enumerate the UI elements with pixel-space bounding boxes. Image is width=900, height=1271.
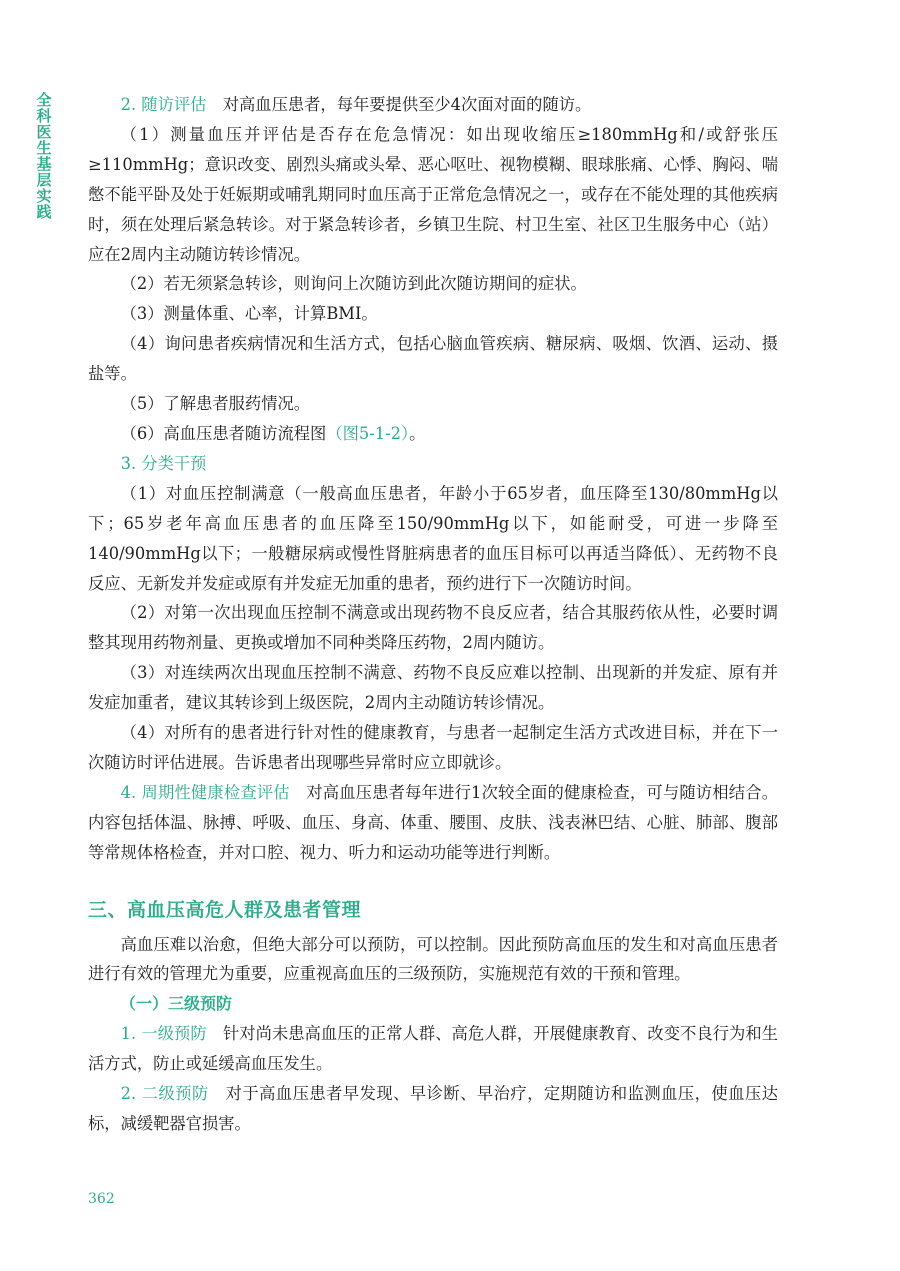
section-three-intro: 高血压难以治愈，但绝大部分可以预防，可以控制。因此预防高血压的发生和对高血压患者进行有效的管理尤为重要，应重视高血压的三级预防，实施规范有效的干预和管理。 — [88, 934, 778, 984]
intervention-item-3: （3）对连续两次出现血压控制不满意、药物不良反应难以控制、出现新的并发症、原有并发症加重者，建议其转诊到上级医院，2周内主动随访转诊情况。 — [88, 663, 778, 713]
followup-item-6-text: （6）高血压患者随访流程图 — [120, 423, 327, 443]
followup-eval-heading: 2. 随访评估 — [120, 95, 207, 114]
primary-prevention-heading: 1. 一级预防 — [120, 1024, 207, 1044]
followup-eval-paragraph — [88, 90, 778, 120]
secondary-prevention-paragraph — [88, 1079, 778, 1139]
periodic-checkup-paragraph — [88, 778, 778, 868]
primary-prevention-text: 针对尚未患高血压的正常人群、高危人群，开展健康教育、改变不良行为和生活方式，防止或延缓高血压发生。 — [88, 1024, 778, 1074]
followup-eval-text: 对高血压患者，每年要提供至少4次面对面的随访。 — [222, 95, 592, 114]
chapter-side-tab: 全科医生基层实践 — [36, 91, 52, 221]
followup-item-2: （2）若无须紧急转诊，则询问上次随访到此次随访期间的症状。 — [120, 274, 587, 294]
periodic-checkup-text: 对高血压患者每年进行1次较全面的健康检查，可与随访相结合。内容包括体温、脉搏、呼吸、血压、身高、体重、腰围、皮肤、浅表淋巴结、心脏、肺部、腹部等常规体格检查，并对口腔、视力、听力和运动功能等进行判断。 — [88, 782, 778, 862]
intervention-item-1: （1）对血压控制满意（一般高血压患者，年龄小于65岁者，血压降至130/80mmHg以下；65岁老年高血压患者的血压降至150/90mmHg以下，如能耐受，可进一步降至140/90mmHg以下；一般糖尿病或慢性肾脏病患者的血压目标可以再适当降低）、无药物不良反应、无新发并发症或原有并发症无加重的患者，预约进行下一次随访时间。 — [88, 483, 778, 593]
intervention-item-4: （4）对所有的患者进行针对性的健康教育，与患者一起制定生活方式改进目标，并在下一次随访时评估进展。告诉患者出现哪些异常时应立即就诊。 — [88, 723, 778, 772]
page-content — [88, 90, 778, 1139]
followup-item-6 — [88, 419, 778, 449]
three-level-prevention-heading: （一）三级预防 — [120, 994, 233, 1014]
followup-item-1: （1）测量血压并评估是否存在危急情况：如出现收缩压≥180mmHg和/或舒张压≥110mmHg；意识改变、剧烈头痛或头晕、恶心呕吐、视物模糊、眼球胀痛、心悸、胸闷、喘憋不能平卧及处于妊娠期或哺乳期同时血压高于正常危急情况之一，或存在不能处理的其他疾病时，须在处理后紧急转诊。对于紧急转诊者，乡镇卫生院、村卫生室、社区卫生服务中心（站）应在2周内主动随访转诊情况。 — [88, 124, 778, 264]
primary-prevention-paragraph — [88, 1019, 778, 1079]
page-number: 362 — [88, 1191, 115, 1207]
followup-item-5: （5）了解患者服药情况。 — [120, 394, 311, 414]
figure-reference-link[interactable]: （图5-1-2） — [326, 423, 410, 443]
followup-item-4: （4）询问患者疾病情况和生活方式，包括心脑血管疾病、糖尿病、吸烟、饮酒、运动、摄盐等。 — [88, 334, 778, 384]
followup-item-6-end: 。 — [409, 423, 426, 443]
classified-intervention-heading: 3. 分类干预 — [120, 453, 207, 473]
followup-item-3: （3）测量体重、心率，计算BMI。 — [120, 304, 378, 324]
section-three-title: 三、高血压高危人群及患者管理 — [88, 898, 362, 921]
periodic-checkup-heading: 4. 周期性健康检查评估 — [120, 782, 290, 802]
secondary-prevention-heading: 2. 二级预防 — [120, 1084, 209, 1104]
secondary-prevention-text: 对于高血压患者早发现、早诊断、早治疗，定期随访和监测血压，使血压达标，减缓靶器官损害。 — [88, 1084, 778, 1133]
intervention-item-2: （2）对第一次出现血压控制不满意或出现药物不良反应者，结合其服药依从性，必要时调整其现用药物剂量、更换或增加不同种类降压药物，2周内随访。 — [88, 603, 778, 653]
